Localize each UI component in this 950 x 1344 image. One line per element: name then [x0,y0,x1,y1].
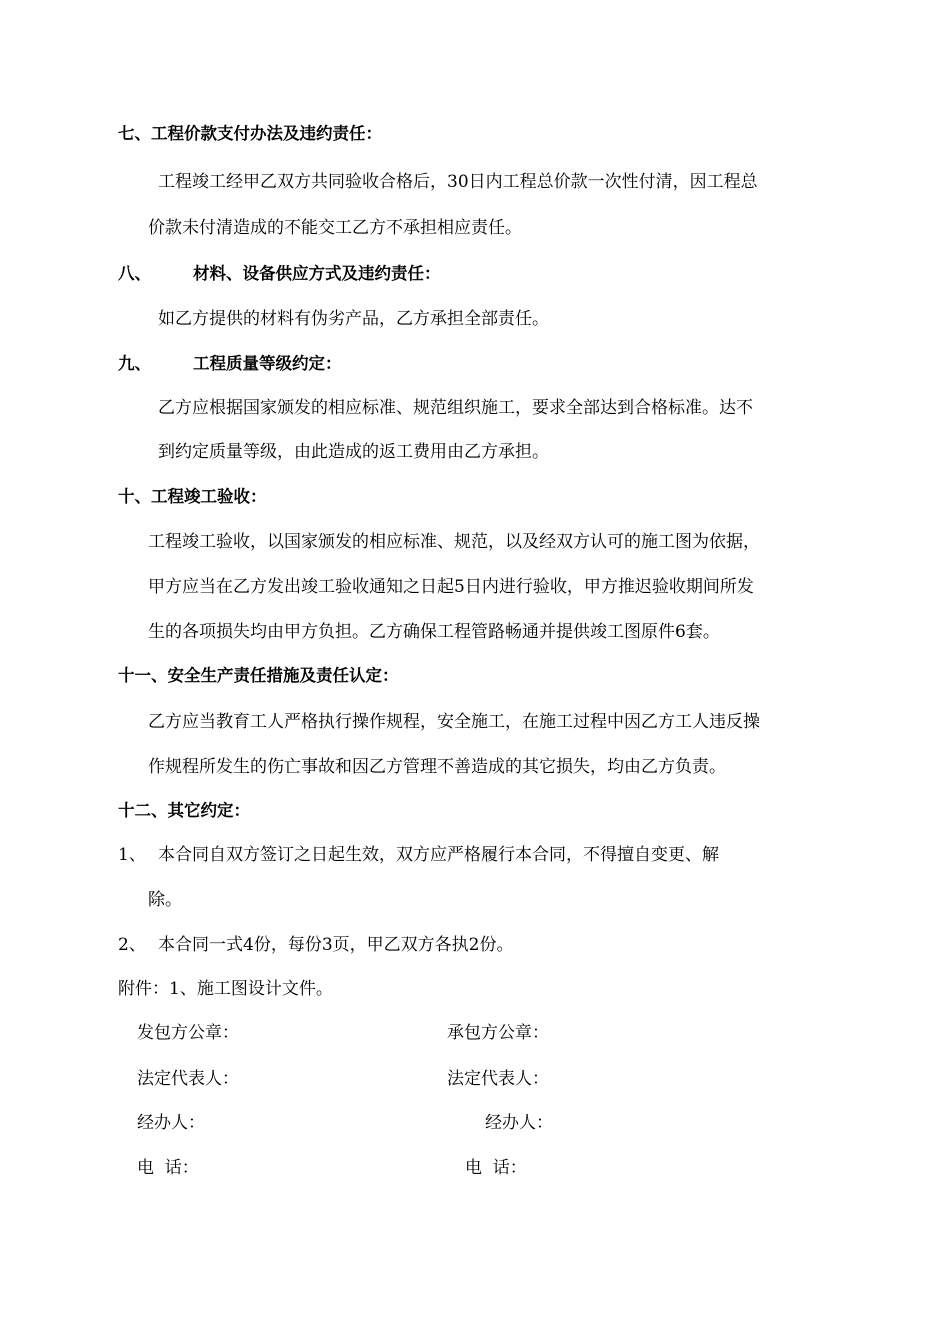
item-1-line-1: 本合同自双方签订之日起生效，双方应严格履行本合同，不得擅自变更、解 [158,845,719,865]
section-7-body-line-2: 价款未付清造成的不能交工乙方不承担相应责任。 [148,218,522,238]
contractor-agent-label: 经办人： [485,1113,553,1133]
item-2-num: 2、 [118,935,146,955]
section-heading-8-text: 材料、设备供应方式及违约责任： [193,264,441,283]
item-1-num: 1、 [118,845,146,865]
section-10-body-line-2: 甲方应当在乙方发出竣工验收通知之日起5日内进行验收，甲方推迟验收期间所发 [148,577,754,597]
section-heading-8-num: 八、 [118,264,151,283]
section-7-body-line-1: 工程竣工经甲乙双方共同验收合格后，30日内工程总价款一次性付清，因工程总 [158,172,758,192]
section-10-body-line-1: 工程竣工验收，以国家颁发的相应标准、规范，以及经双方认可的施工图为依据， [148,532,760,552]
section-heading-7: 七、工程价款支付办法及违约责任： [118,124,382,143]
section-10-body-line-3: 生的各项损失均由甲方负担。乙方确保工程管路畅通并提供竣工图原件6套。 [148,622,720,642]
employer-seal-label: 发包方公章： [137,1023,239,1043]
section-11-body-line-2: 作规程所发生的伤亡事故和因乙方管理不善造成的其它损失，均由乙方负责。 [148,757,726,777]
employer-legal-rep-label: 法定代表人： [137,1069,239,1089]
contractor-phone-label: 电 话： [465,1158,527,1178]
item-1-line-2: 除。 [148,890,182,910]
employer-phone-label: 电 话： [137,1158,199,1178]
attachment-note: 附件：1、施工图设计文件。 [118,979,333,999]
contractor-legal-rep-label: 法定代表人： [447,1069,549,1089]
contractor-seal-label: 承包方公章： [447,1023,549,1043]
section-heading-9-num: 九、 [118,354,151,373]
section-9-body-line-1: 乙方应根据国家颁发的相应标准、规范组织施工，要求全部达到合格标准。达不 [158,398,753,418]
employer-agent-label: 经办人： [137,1113,205,1133]
section-8-body-line-1: 如乙方提供的材料有伪劣产品，乙方承担全部责任。 [158,309,549,329]
section-11-body-line-1: 乙方应当教育工人严格执行操作规程，安全施工，在施工过程中因乙方工人违反操 [148,712,760,732]
section-9-body-line-2: 到约定质量等级，由此造成的返工费用由乙方承担。 [158,442,549,462]
section-heading-10: 十、工程竣工验收： [118,487,267,506]
item-2-line-1: 本合同一式4份，每份3页，甲乙双方各执2份。 [158,935,514,955]
section-heading-11: 十一、安全生产责任措施及责任认定： [118,666,399,685]
section-heading-12: 十二、其它约定： [118,801,250,820]
section-heading-9-text: 工程质量等级约定： [193,354,342,373]
